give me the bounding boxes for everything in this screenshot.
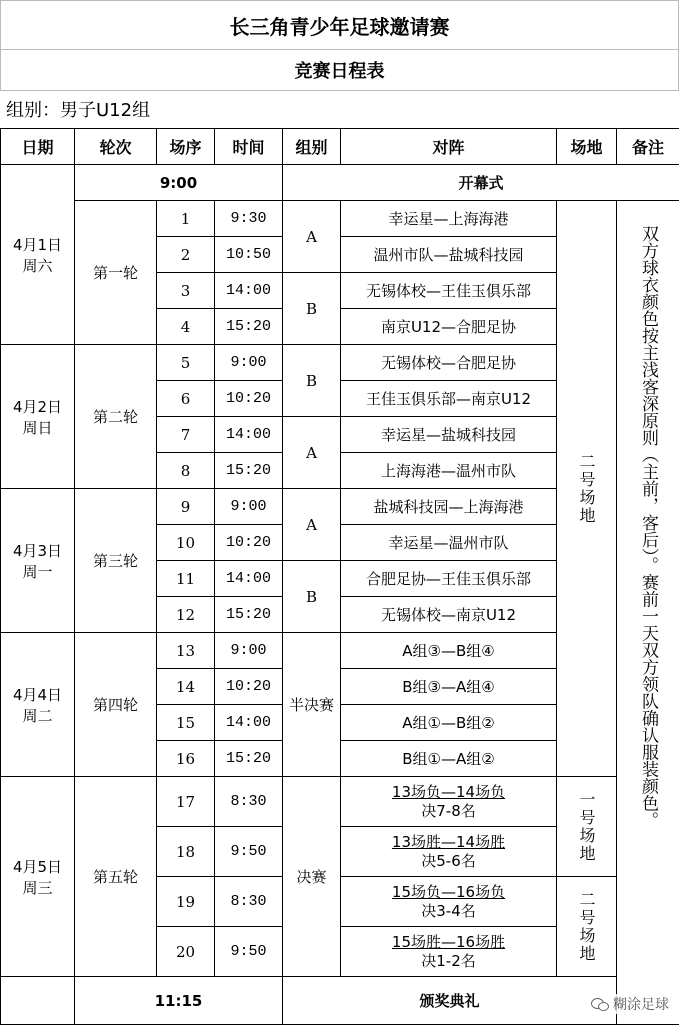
match-no: 14 bbox=[157, 669, 215, 705]
group-label: 组别：男子U12组 bbox=[6, 100, 151, 121]
group-cell: B bbox=[283, 273, 341, 345]
header-remarks: 备注 bbox=[617, 129, 679, 165]
fixture: 上海海港—温州市队 bbox=[341, 453, 557, 489]
venue-field2-final: 二号场地 bbox=[557, 877, 617, 977]
match-time: 9:50 bbox=[215, 927, 283, 977]
day5-date: 4月5日 周三 bbox=[1, 777, 75, 977]
wechat-icon bbox=[591, 997, 609, 1011]
fixture: 合肥足协—王佳玉俱乐部 bbox=[341, 561, 557, 597]
match-no: 8 bbox=[157, 453, 215, 489]
opening-row bbox=[1, 165, 679, 201]
schedule-table bbox=[0, 128, 679, 1025]
day5-round: 第五轮 bbox=[75, 777, 157, 977]
fixture: 15场负—16场负 决3-4名 bbox=[341, 877, 557, 927]
group-cell-final: 决赛 bbox=[283, 777, 341, 977]
header-round: 轮次 bbox=[75, 129, 157, 165]
group-cell-semifinal: 半决赛 bbox=[283, 633, 341, 777]
day3-round: 第三轮 bbox=[75, 489, 157, 633]
fixture: 幸运星—上海海港 bbox=[341, 201, 557, 237]
fixture: 15场胜—16场胜 决1-2名 bbox=[341, 927, 557, 977]
table-row bbox=[1, 201, 679, 237]
match-no: 3 bbox=[157, 273, 215, 309]
group-cell: B bbox=[283, 345, 341, 417]
page-title: 长三角青少年足球邀请赛 bbox=[0, 0, 679, 50]
match-no: 5 bbox=[157, 345, 215, 381]
match-no: 12 bbox=[157, 597, 215, 633]
match-no: 18 bbox=[157, 827, 215, 877]
closing-row bbox=[1, 977, 679, 1025]
match-time: 14:00 bbox=[215, 561, 283, 597]
fixture: B组①—A组② bbox=[341, 741, 557, 777]
match-time: 8:30 bbox=[215, 777, 283, 827]
remarks-text: 双方球衣颜色按主浅客深原则（主前，客后）。赛前一天双方领队确认服装颜色。 bbox=[638, 224, 658, 828]
match-no: 17 bbox=[157, 777, 215, 827]
fixture: 无锡体校—合肥足协 bbox=[341, 345, 557, 381]
day3-date: 4月3日 周一 bbox=[1, 489, 75, 633]
fixture: A组③—B组④ bbox=[341, 633, 557, 669]
header-date: 日期 bbox=[1, 129, 75, 165]
venue-field2: 二号场地 bbox=[557, 201, 617, 777]
day2-date: 4月2日 周日 bbox=[1, 345, 75, 489]
day2-round: 第二轮 bbox=[75, 345, 157, 489]
fixture: A组①—B组② bbox=[341, 705, 557, 741]
match-time: 14:00 bbox=[215, 705, 283, 741]
match-time: 15:20 bbox=[215, 309, 283, 345]
match-time: 10:50 bbox=[215, 237, 283, 273]
match-no: 15 bbox=[157, 705, 215, 741]
fixture: 王佳玉俱乐部—南京U12 bbox=[341, 381, 557, 417]
venue-field1: 一号场地 bbox=[557, 777, 617, 877]
fixture: 无锡体校—王佳玉俱乐部 bbox=[341, 273, 557, 309]
fixture: 无锡体校—南京U12 bbox=[341, 597, 557, 633]
day4-round: 第四轮 bbox=[75, 633, 157, 777]
fixture: 13场负—14场负 决7-8名 bbox=[341, 777, 557, 827]
match-no: 4 bbox=[157, 309, 215, 345]
fixture: 盐城科技园—上海海港 bbox=[341, 489, 557, 525]
match-time: 9:00 bbox=[215, 489, 283, 525]
remarks-cell bbox=[617, 201, 679, 1025]
opening-event: 开幕式 bbox=[283, 165, 679, 201]
header-match-no: 场序 bbox=[157, 129, 215, 165]
match-time: 10:20 bbox=[215, 381, 283, 417]
day4-date: 4月4日 周二 bbox=[1, 633, 75, 777]
match-time: 14:00 bbox=[215, 273, 283, 309]
group-cell: A bbox=[283, 489, 341, 561]
match-no: 9 bbox=[157, 489, 215, 525]
match-no: 7 bbox=[157, 417, 215, 453]
match-time: 9:30 bbox=[215, 201, 283, 237]
match-time: 9:50 bbox=[215, 827, 283, 877]
match-no: 19 bbox=[157, 877, 215, 927]
match-no: 20 bbox=[157, 927, 215, 977]
fixture: 幸运星—温州市队 bbox=[341, 525, 557, 561]
match-no: 11 bbox=[157, 561, 215, 597]
fixture: 温州市队—盐城科技园 bbox=[341, 237, 557, 273]
header-venue: 场地 bbox=[557, 129, 617, 165]
page-subtitle: 竞赛日程表 bbox=[0, 50, 679, 91]
group-cell: A bbox=[283, 201, 341, 273]
opening-time: 9:00 bbox=[75, 165, 283, 201]
match-time: 9:00 bbox=[215, 345, 283, 381]
fixture: 幸运星—盐城科技园 bbox=[341, 417, 557, 453]
closing-time: 11:15 bbox=[75, 977, 283, 1025]
match-time: 9:00 bbox=[215, 633, 283, 669]
match-time: 14:00 bbox=[215, 417, 283, 453]
fixture: 13场胜—14场胜 决5-6名 bbox=[341, 827, 557, 877]
header-group: 组别 bbox=[283, 129, 341, 165]
fixture: 南京U12—合肥足协 bbox=[341, 309, 557, 345]
fixture: B组③—A组④ bbox=[341, 669, 557, 705]
match-no: 1 bbox=[157, 201, 215, 237]
watermark: 糊涂足球 bbox=[591, 994, 669, 1014]
header-fixture: 对阵 bbox=[341, 129, 557, 165]
closing-date-blank bbox=[1, 977, 75, 1025]
match-no: 6 bbox=[157, 381, 215, 417]
table-row bbox=[1, 777, 679, 827]
group-cell: A bbox=[283, 417, 341, 489]
header-time: 时间 bbox=[215, 129, 283, 165]
day1-date: 4月1日 周六 bbox=[1, 165, 75, 345]
match-time: 15:20 bbox=[215, 453, 283, 489]
day1-round: 第一轮 bbox=[75, 201, 157, 345]
match-no: 16 bbox=[157, 741, 215, 777]
match-time: 8:30 bbox=[215, 877, 283, 927]
match-time: 15:20 bbox=[215, 741, 283, 777]
match-no: 2 bbox=[157, 237, 215, 273]
header-row bbox=[1, 129, 679, 165]
match-time: 10:20 bbox=[215, 525, 283, 561]
match-no: 13 bbox=[157, 633, 215, 669]
group-cell: B bbox=[283, 561, 341, 633]
closing-event: 颁奖典礼 bbox=[283, 977, 617, 1025]
match-no: 10 bbox=[157, 525, 215, 561]
match-time: 10:20 bbox=[215, 669, 283, 705]
match-time: 15:20 bbox=[215, 597, 283, 633]
